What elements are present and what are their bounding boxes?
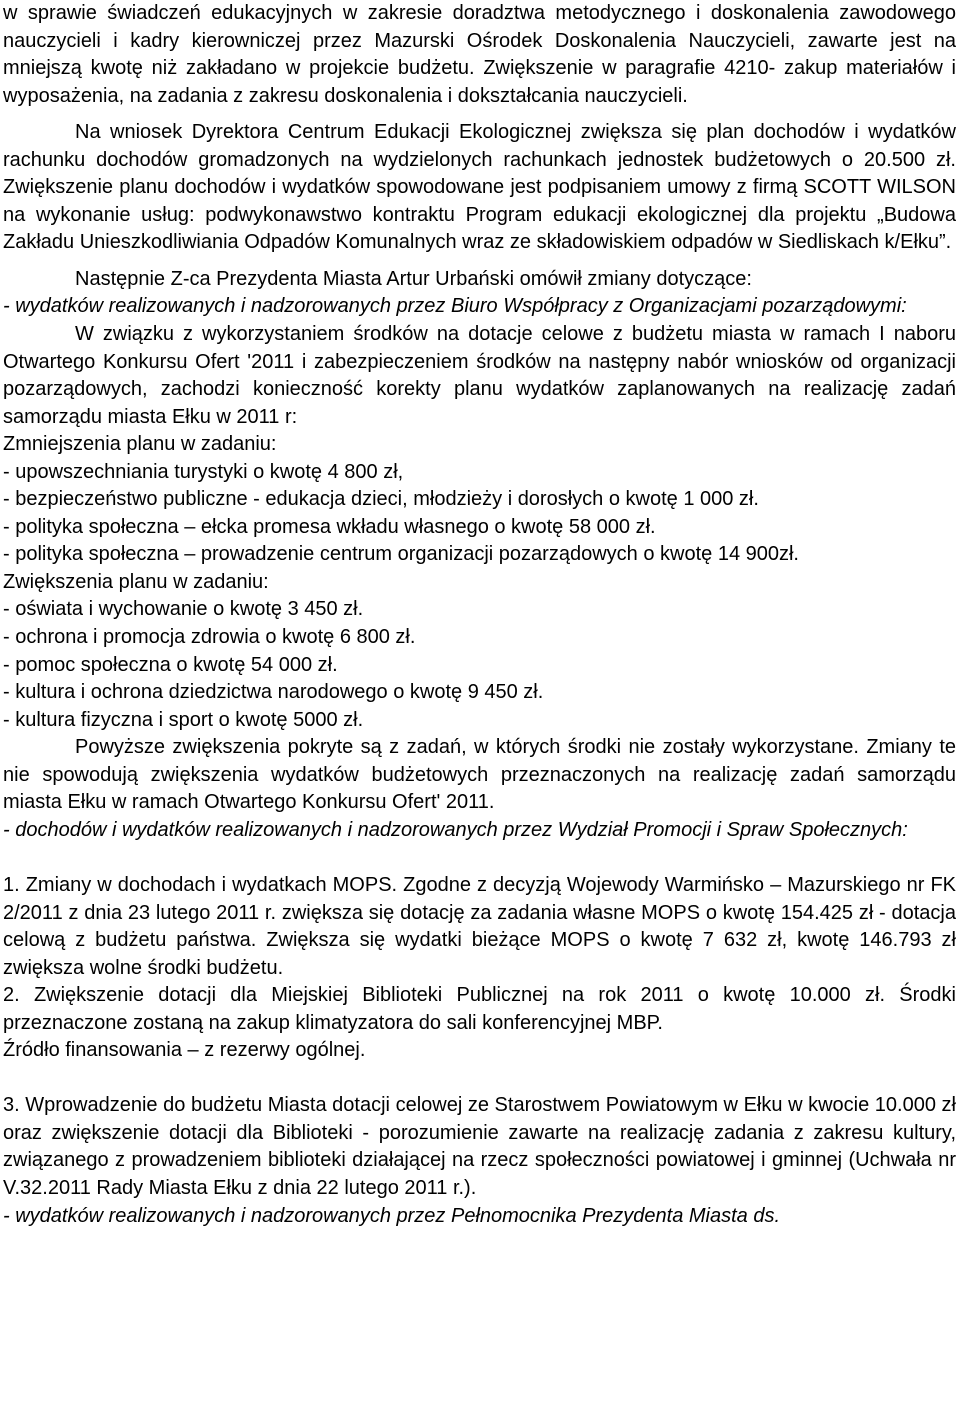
decrease-list <box>3 459 956 569</box>
paragraph-item-3-county-grant: 3. Wprowadzenie do budżetu Miasta dotacji celowej ze Starostwem Powiatowym w Ełku w kwocie 10.000 zł oraz zwiększenie dotacji dla Biblioteki - porozumienie zawarte na realizację zadania z zakresu kultury, związanego z prowadzeniem biblioteki działającej na rzecz społeczności powiatowej i gminnej (Uchwała nr V.32.2011 Rady Miasta Ełku z dnia 22 lutego 2011 r.). <box>3 1094 956 1199</box>
blank-line <box>3 844 956 872</box>
paragraph-ceek: Na wniosek Dyrektora Centrum Edukacji Ekologicznej zwiększa się plan dochodów i wydatków rachunku dochodów gromadzonych na wydzielonych rachunkach jednostek budżetowych o 20.500 zł. Zwiększenie planu dochodów i wydatków spowodowane jest podpisaniem umowy z firmą SCOTT WILSON na wykonanie usług: podwykonawstwo kontraktu Program edukacji ekologicznej dla projektu „Budowa Zakładu Unieszkodliwiania Odpadów Komunalnych wraz ze składowiskiem odpadów w Siedliskach k/Ełku”. <box>3 121 956 254</box>
increase-list <box>3 596 956 734</box>
list-item: - pomoc społeczna o kwotę 54 000 zł. <box>3 653 338 676</box>
document-page <box>3 0 956 1230</box>
heading-plenipotentiary: - wydatków realizowanych i nadzorowanych przez Pełnomocnika Prezydenta Miasta ds. <box>3 1204 781 1227</box>
list-item: - polityka społeczna – ełcka promesa wkładu własnego o kwotę 58 000 zł. <box>3 515 656 538</box>
increase-heading: Zwiększenia planu w zadaniu: <box>3 570 269 593</box>
paragraph-deputy-mayor: Następnie Z-ca Prezydenta Miasta Artur Urbański omówił zmiany dotyczące: <box>75 267 752 290</box>
blank-line <box>3 1065 956 1093</box>
paragraph-item-2-library: 2. Zwiększenie dotacji dla Miejskiej Biblioteki Publicznej na rok 2011 o kwotę 10.000 zł. Środki przeznaczone zostaną na zakup klimatyzatora do sali konferencyjnej MBP. <box>3 984 956 1034</box>
list-item: - ochrona i promocja zdrowia o kwotę 6 800 zł. <box>3 626 416 649</box>
paragraph-coverage: Powyższe zwiększenia pokryte są z zadań, w których środki nie zostały wykorzystane. Zmiany te nie spowodują zwiększenia wydatków budżetowych przeznaczonych na realizację zadań samorządu miasta Ełku w ramach Otwartego Konkursu Ofert' 2011. <box>3 736 956 814</box>
list-item: - upowszechniania turystyki o kwotę 4 800 zł, <box>3 460 404 483</box>
heading-ngo-expenses: - wydatków realizowanych i nadzorowanych przez Biuro Współpracy z Organizacjami pozarządowymi: <box>3 295 907 318</box>
paragraph-item-1-mops: 1. Zmiany w dochodach i wydatkach MOPS. Zgodne z decyzją Wojewody Warmińsko – Mazurskiego nr FK 2/2011 z dnia 23 lutego 2011 r. zwiększa się dotację za zadania własne MOPS o kwotę 154.425 zł - dotacja celową z budżetu państwa. Zwiększa się wydatki bieżące MOPS o kwotę 7 632 zł, kwotę 146.793 zł zwiększa wolne środki budżetu. <box>3 873 956 979</box>
paragraph-intro: w sprawie świadczeń edukacyjnych w zakresie doradztwa metodycznego i doskonalenia zawodowego nauczycieli i kadry kierowniczej przez Mazurski Ośrodek Doskonalenia Nauczycieli, zawarte jest na mniejszą kwotę niż zakładano w projekcie budżetu. Zwiększenie w paragrafie 4210- zakup materiałów i wyposażenia, na zadania z zakresu doskonalenia i dokształcania nauczycieli. <box>3 2 956 107</box>
list-item: - kultura fizyczna i sport o kwotę 5000 zł. <box>3 708 364 731</box>
list-item: - kultura i ochrona dziedzictwa narodowego o kwotę 9 450 zł. <box>3 681 544 704</box>
list-item: - bezpieczeństwo publiczne - edukacja dzieci, młodzieży i dorosłych o kwotę 1 000 zł. <box>3 488 759 511</box>
heading-promotion-dept: - dochodów i wydatków realizowanych i nadzorowanych przez Wydział Promocji i Spraw Społecznych: <box>3 818 908 841</box>
paragraph-item-2-funding-source: Źródło finansowania – z rezerwy ogólnej. <box>3 1039 366 1062</box>
paragraph-ngo: W związku z wykorzystaniem środków na dotacje celowe z budżetu miasta w ramach I naboru Otwartego Konkursu Ofert '2011 i zabezpieczeniem środków na następny nabór wniosków od organizacji pozarządowych, zachodzi konieczność korekty planu wydatków zaplanowanych na realizację zadań samorządu miasta Ełku w 2011 r: <box>3 323 956 428</box>
list-item: - oświata i wychowanie o kwotę 3 450 zł. <box>3 598 364 621</box>
decrease-heading: Zmniejszenia planu w zadaniu: <box>3 433 277 456</box>
list-item: - polityka społeczna – prowadzenie centrum organizacji pozarządowych o kwotę 14 900zł. <box>3 543 799 566</box>
